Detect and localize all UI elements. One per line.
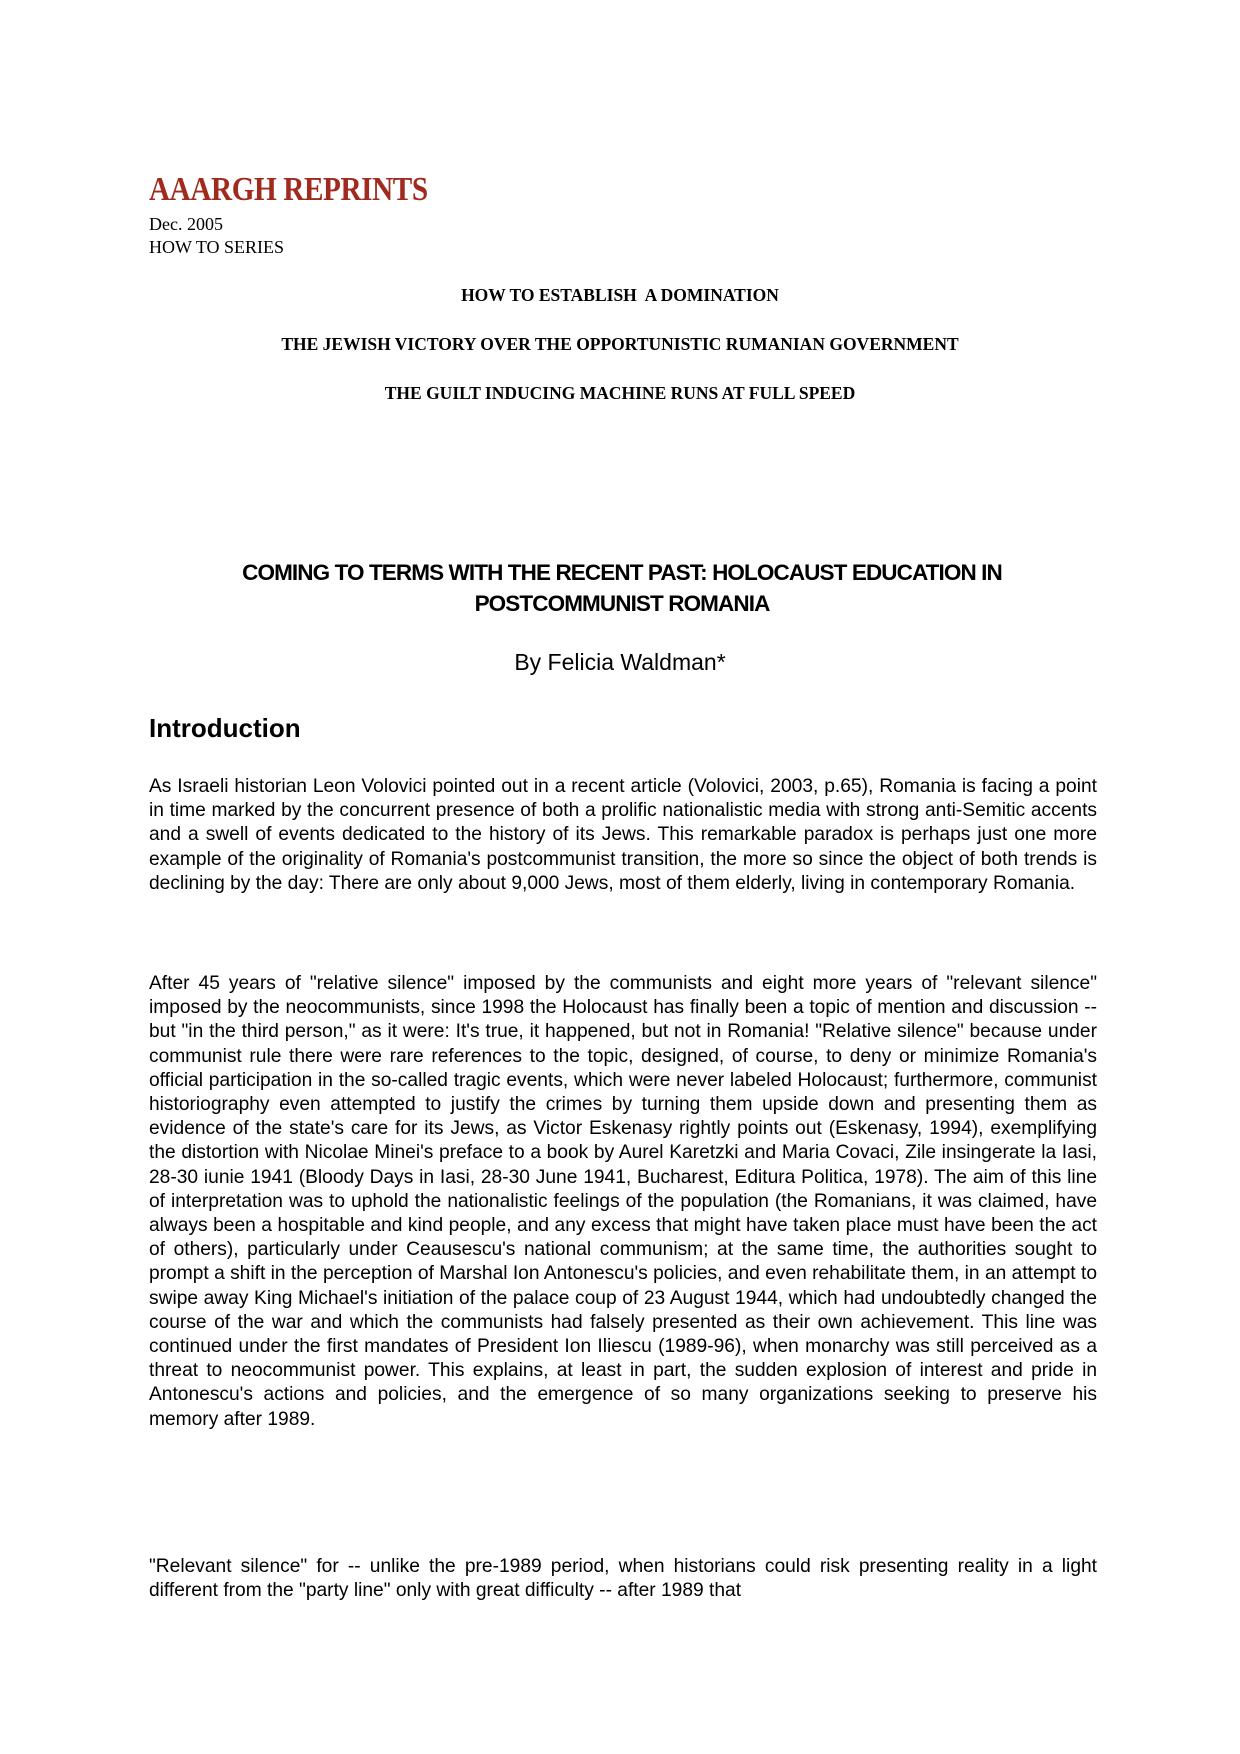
article-byline: By Felicia Waldman* bbox=[514, 649, 726, 675]
issue-date: Dec. 2005 bbox=[149, 214, 223, 234]
paragraph-1: As Israeli historian Leon Volovici pointed out in a recent article (Volovici, 2003, p.65), Romania is facing a point in time marked by the concurrent presence of both a prolific nationalistic media with strong anti-Semitic accents and a swell of events dedicated to the history of its Jews. This remarkable paradox is perhaps just one more example of the originality of Romania's postcommunist transition, the more so since the object of both trends is declining by the day: There are only about 9,000 Jews, most of them elderly, living in contemporary Romania. bbox=[149, 776, 1097, 894]
section-heading: Introduction bbox=[149, 713, 301, 743]
article-title: COMING TO TERMS WITH THE RECENT PAST: HOLOCAUST EDUCATION IN POSTCOMMUNIST ROMANIA bbox=[242, 560, 1002, 616]
headline-2: THE JEWISH VICTORY OVER THE OPPORTUNISTIC RUMANIAN GOVERNMENT bbox=[281, 334, 959, 354]
headline-1: HOW TO ESTABLISH A DOMINATION bbox=[461, 285, 779, 305]
headline-3: THE GUILT INDUCING MACHINE RUNS AT FULL SPEED bbox=[384, 383, 856, 403]
brand-title: AAARGH REPRINTS bbox=[149, 171, 428, 208]
series-name: HOW TO SERIES bbox=[149, 237, 285, 257]
paragraph-3: "Relevant silence" for -- unlike the pre-1989 period, when historians could risk presenting reality in a light different from the "party line" only with great difficulty -- after 1989 that bbox=[149, 1556, 1097, 1602]
paragraph-2: After 45 years of "relative silence" imposed by the communists and eight more years of "relevant silence" imposed by the neocommunists, since 1998 the Holocaust has finally been a topic of mention and discussion -- but "in the third person," as it were: It's true, it happened, but not in Romania! "Relative silence" because under communist rule there were rare references to the topic, designed, of course, to deny or minimize Romania's official participation in the so-called tragic events, which were never labeled Holocaust; furthermore, communist historiography even attempted to justify the crimes by turning them upside down and presenting them as evidence of the state's care for its Jews, as Victor Eskenasy rightly points out (Eskenasy, 1994), exemplifying the distortion with Nicolae Minei's preface to a book by Aurel Karetzki and Maria Covaci, Zile insingerate la Iasi, 28-30 iunie 1941 (Bloody Days in Iasi, 28-30 June 1941, Bucharest, Editura Politica, 1978). The aim of this line of interpretation was to uphold the nationalistic feelings of the population (the Romanians, it was claimed, have always been a hospitable and kind people, and any excess that might have taken place must have been the act of others), particularly under Ceausescu's national communism; at the same time, the authorities sought to prompt a shift in the perception of Marshal Ion Antonescu's policies, and even rehabilitate them, in an attempt to swipe away King Michael's initiation of the palace coup of 23 August 1944, which had undoubtedly changed the course of the war and which the communists had falsely presented as their own achievement. This line was continued under the first mandates of President Ion Iliescu (1989-96), when monarchy was still perceived as a threat to neocommunist power. This explains, at least in part, the sudden explosion of interest and pride in Antonescu's actions and policies, and the emergence of so many organizations seeking to preserve his memory after 1989. bbox=[149, 973, 1097, 1430]
